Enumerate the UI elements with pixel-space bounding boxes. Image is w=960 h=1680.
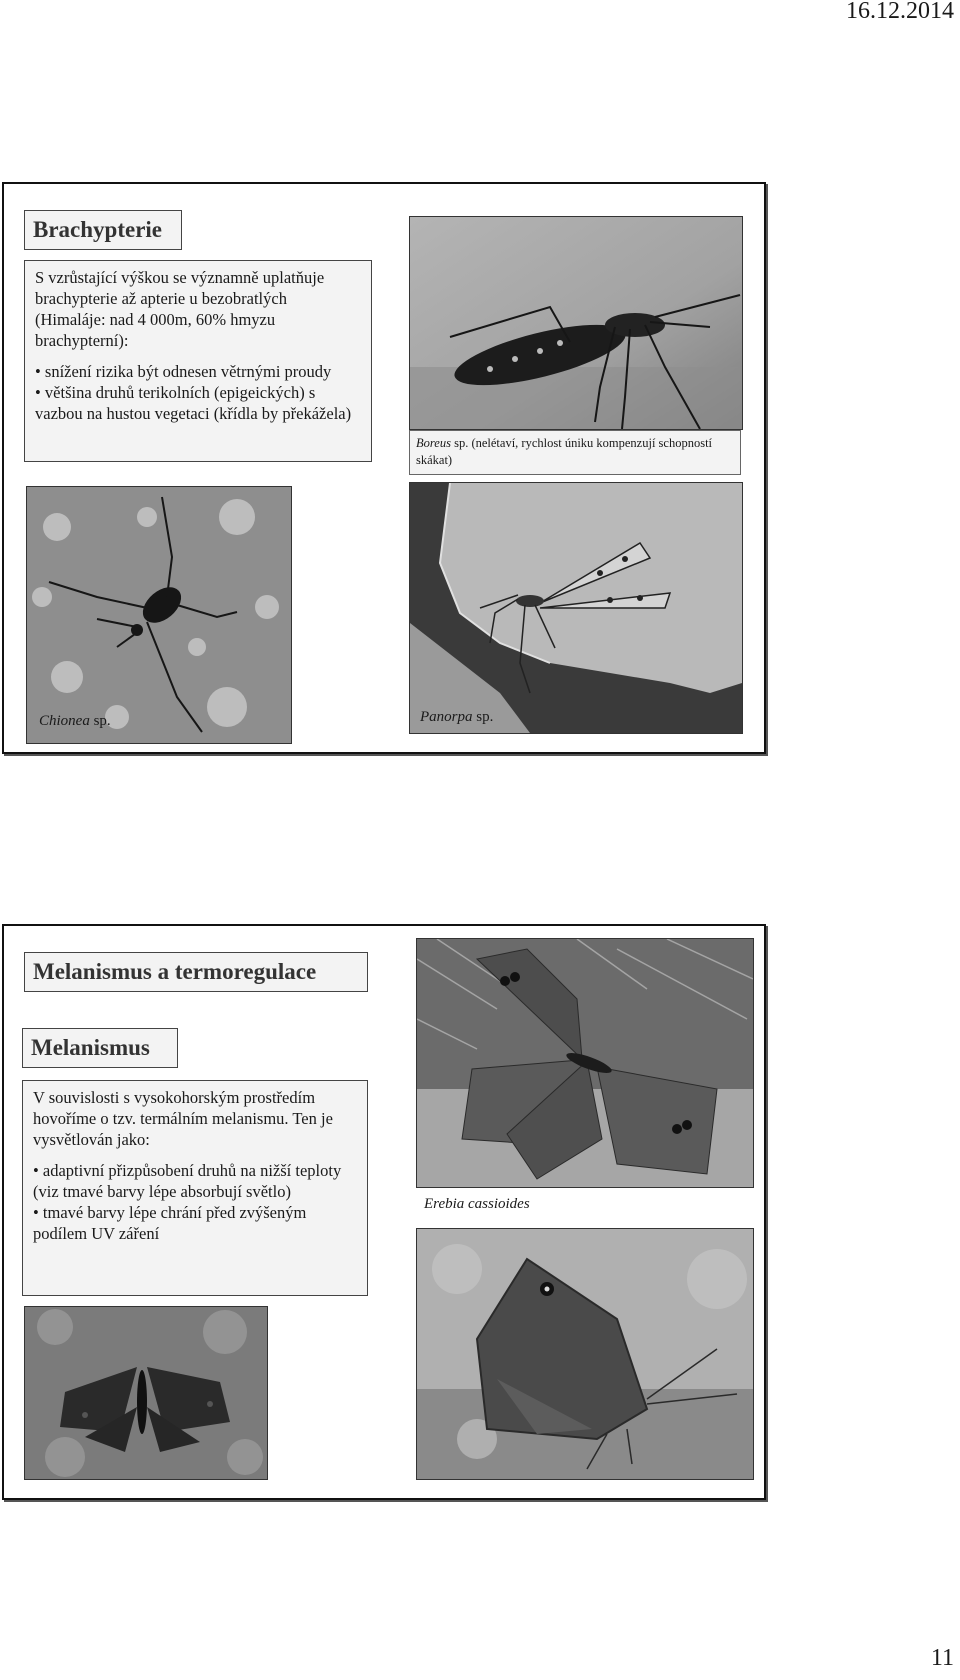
caption-genus: Chionea	[39, 713, 90, 729]
erebia-photo-closed	[416, 1228, 754, 1480]
caption-genus: Boreus	[416, 436, 451, 450]
chionea-caption	[39, 713, 111, 730]
bullet-list	[33, 1160, 357, 1244]
slide-brachypterie	[2, 182, 766, 754]
boreus-image	[410, 217, 742, 429]
boreus-caption	[409, 430, 741, 475]
panorpa-caption	[420, 709, 493, 726]
caption-species: Erebia cassioides	[424, 1196, 530, 1212]
dark-butterfly-image	[25, 1307, 267, 1479]
boreus-photo	[409, 216, 743, 430]
panorpa-image	[410, 483, 742, 733]
intro-text: V souvislosti s vysokohorským prostředím hovoříme o tzv. termálním melanismu. Ten je vysvětlován jako:	[33, 1088, 333, 1149]
erebia-photo-open	[416, 938, 754, 1188]
dark-butterfly-photo	[24, 1306, 268, 1480]
chionea-image	[27, 487, 291, 743]
bullet-list	[35, 361, 361, 424]
page-number: 11	[930, 1645, 954, 1671]
caption-genus: Panorpa	[420, 709, 473, 725]
intro-text: S vzrůstající výškou se významně uplatňuje brachypterie až apterie u bezobratlých (Himaláje: nad 4 000m, 60% hmyzu brachypterní):	[35, 268, 325, 350]
caption-text: sp.	[89, 713, 111, 729]
caption-text: sp.	[472, 709, 494, 725]
list-item: • tmavé barvy lépe chrání před zvýšeným podílem UV záření	[33, 1202, 357, 1244]
list-item: • většina druhů terikolních (epigeických) s vazbou na hustou vegetaci (křídla by překážela)	[35, 382, 361, 424]
text-box	[22, 1080, 368, 1296]
butterfly-image	[417, 939, 753, 1187]
text-box	[24, 260, 372, 462]
slide-title: Melanismus a termoregulace	[24, 952, 368, 992]
panorpa-photo	[409, 482, 743, 734]
caption-text: sp. (nelétaví, rychlost úniku kompenzují schopností skákat)	[416, 436, 713, 467]
erebia-caption	[424, 1196, 530, 1213]
page-date: 16.12.2014	[846, 0, 954, 24]
chionea-photo	[26, 486, 292, 744]
list-item: • adaptivní přizpůsobení druhů na nižší teploty (viz tmavé barvy lépe absorbují světlo)	[33, 1160, 357, 1202]
slide-melanismus	[2, 924, 766, 1500]
slide-title: Brachypterie	[24, 210, 182, 250]
list-item: • snížení rizika být odnesen větrnými proudy	[35, 361, 361, 382]
section-subtitle: Melanismus	[22, 1028, 178, 1068]
butterfly-side-image	[417, 1229, 753, 1479]
